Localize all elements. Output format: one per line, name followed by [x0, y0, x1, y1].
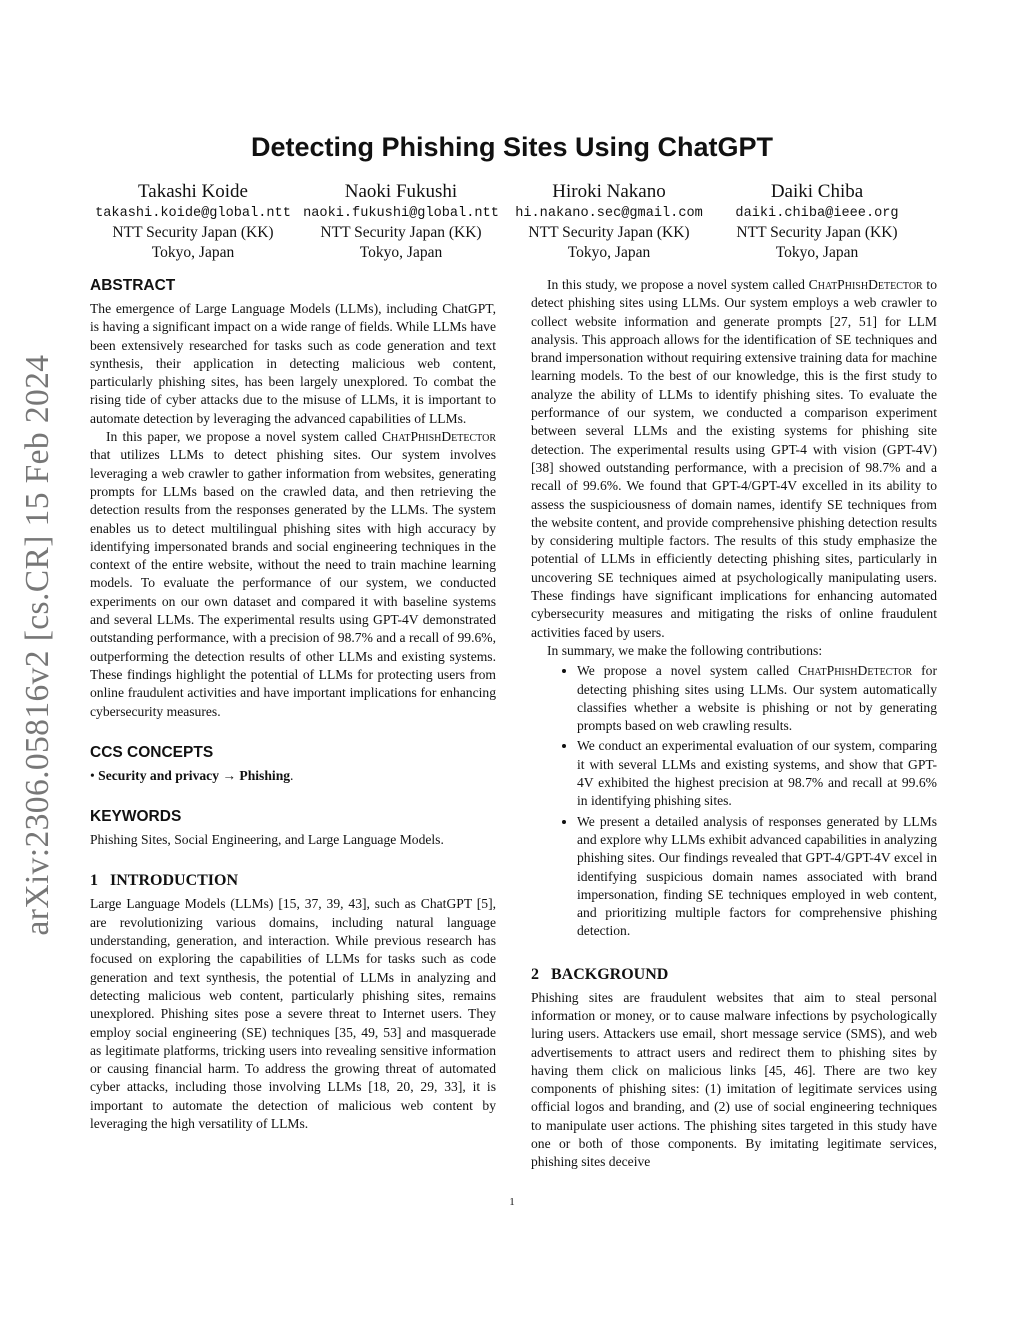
intro-paragraph: In this study, we propose a novel system called ChatPhishDetector to detect phishing sites using LLMs. Our system employs a web crawler to collect website information and generate prompts [27, 51] for LLM analysis. This approach allows for the identification of SE techniques and brand impersonation without requiring extensive training data for machine learning models. To the best of our knowledge, this is the first study to analyze the ability of LLMs to identify phishing sites. To evaluate the performance of our system, we conducted a comparison experiment between several LLMs and the existing systems for phishing site detection. The experimental results using GPT-4 with vision (GPT-4V) [38] showed outstanding performance, with a precision of 98.7% and a recall of 99.6%. We found that GPT-4/GPT-4V excelled in its ability to assess the suspiciousness of domain names, identify SE techniques from the website content, and provide comprehensive phishing detection results by considering multiple factors. The results of this study emphasize the potential of LLMs in efficiently detecting phishing sites, particularly in uncovering SE techniques aimed at psychologically manipulating users. These findings have significant implications for enhancing automated cybersecurity measures and mitigating the risks of online fraudulent activities faced by users.: [531, 277, 938, 640]
author-name: Naoki Fukushi: [344, 181, 458, 202]
system-name: ChatPhishDetector: [381, 429, 496, 445]
author-block: [90, 180, 920, 263]
author-email[interactable]: hi.nakano.sec@gmail.com: [515, 206, 703, 221]
author: [714, 180, 920, 263]
author-email[interactable]: takashi.koide@global.ntt: [95, 206, 291, 221]
list-item: • We propose a novel system called ChatPhishDetector for detecting phishing sites using LLMs. Our system automatically classifies whether a website is phishing or not by generating prompts based on web crawling results.: [577, 662, 937, 735]
author-name: Daiki Chiba: [770, 181, 864, 202]
introduction-heading: 1 INTRODUCTION: [90, 872, 239, 890]
keywords-heading: KEYWORDS: [90, 808, 182, 826]
author-affiliation: NTT Security Japan (KK): [528, 224, 690, 241]
author-location: Tokyo, Japan: [567, 244, 651, 261]
author-affiliation: NTT Security Japan (KK): [320, 224, 482, 241]
background-paragraph: Phishing sites are fraudulent websites that aim to steal personal information or money, or to cause malware infections by psychologically luring users. Attackers use email, short message service (SMS), and web advertisements to attract users and redirect them to phishing sites by having them click on malicious links [45, 46]. There are two key components of phishing sites: (1) imitation of legitimate services using official logos and branding, and (2) use of social engineering techniques to manipulate user actions. The phishing sites targeted in this study have one or both of those components. By imitating legitimate services, phishing sites deceive: [531, 989, 937, 1170]
right-column: [531, 276, 937, 1172]
intro-paragraph: Large Language Models (LLMs) [15, 37, 39, 43], such as ChatGPT [5], are revolutionizing various domains, including natural language understanding, generation, and interaction. While previous research has focused on exploring the capabilities of LLMs for tasks such as code generation and text synthesis, the potential of LLMs in analyzing and detecting malicious web content, particularly phishing sites, remains unexplored. Phishing sites pose a severe threat to Internet users. They employ social engineering (SE) techniques [35, 49, 53] and masquerade as legitimate platforms, tricking users into revealing sensitive information or causing financial harm. To address the growing threat of automated cyber attacks, including those involving LLMs [18, 20, 29, 33], it is important to automate the detection of malicious web content by leveraging the high versatility of LLMs.: [90, 896, 496, 1131]
author-email[interactable]: naoki.fukushi@global.ntt: [303, 206, 499, 221]
author: [298, 180, 504, 263]
arxiv-stamp: [8, 350, 68, 940]
author: [506, 180, 712, 263]
list-item: • We present a detailed analysis of responses generated by LLMs and explore why LLMs exhibit advanced capabilities in analyzing phishing sites. Our findings revealed that GPT-4/GPT-4V excel in identifying suspicious domain names associated with brand impersonation, finding SE techniques employed in web content, and prioritizing multiple factors for comprehensive phishing detection.: [577, 813, 937, 941]
arxiv-stamp-text: arXiv:2306.05816v2 [cs.CR] 15 Feb 2024: [19, 354, 56, 936]
abstract-paragraph: In this paper, we propose a novel system called ChatPhishDetector that utilizes LLMs to detect phishing sites. Our system involves leveraging a web crawler to gather information from websites, generating prompts for LLMs based on the crawled data, and then retrieving the detection results from the responses generated by the LLMs. The system enables us to detect multilingual phishing sites with high accuracy by identifying impersonated brands and social engineering techniques in the context of the entire website, without the need to train machine learning models. To evaluate the performance of our system, we conducted experiments on our own dataset and compared it with baseline systems and several LLMs. The experimental results using GPT-4V demonstrated outstanding performance, with a precision of 98.7% and a recall of 99.6%, outperforming the detection results of other LLMs and existing systems. These findings highlight the potential of LLMs for protecting users from online fraudulent activities and have important implications for enhancing cybersecurity measures.: [90, 429, 496, 719]
system-name: ChatPhishDetector: [798, 663, 913, 679]
ccs-concepts: • Security and privacy → Phishing.: [90, 767, 294, 783]
author-email[interactable]: daiki.chiba@ieee.org: [735, 206, 899, 221]
author-location: Tokyo, Japan: [151, 244, 235, 261]
author: [90, 180, 296, 263]
author-affiliation: NTT Security Japan (KK): [112, 224, 274, 241]
author-location: Tokyo, Japan: [359, 244, 443, 261]
list-item: • We conduct an experimental evaluation of our system, comparing it with several LLMs and existing systems, and show that GPT-4V exhibited the highest precision at 98.7% and recall at 99.6% in identifying phishing sites.: [577, 737, 937, 810]
abstract-heading: ABSTRACT: [90, 277, 176, 294]
contributions-list: [531, 662, 937, 940]
author-name: Hiroki Nakano: [552, 181, 666, 202]
paper-title: Detecting Phishing Sites Using ChatGPT: [250, 132, 774, 162]
left-column: [90, 276, 496, 1133]
keywords-text: Phishing Sites, Social Engineering, and Large Language Models.: [90, 832, 444, 848]
author-location: Tokyo, Japan: [775, 244, 859, 261]
author-name: Takashi Koide: [137, 181, 248, 202]
abstract-paragraph: The emergence of Large Language Models (LLMs), including ChatGPT, is having a significant impact on a wide range of fields. While LLMs have been extensively researched for tasks such as code generation and text synthesis, their application in detecting malicious web content, particularly phishing sites, has been largely unexplored. To combat the rising tide of cyber attacks due to the misuse of LLMs, it is important to automate detection by leveraging the advanced capabilities of LLMs.: [90, 301, 496, 426]
author-affiliation: NTT Security Japan (KK): [736, 224, 898, 241]
system-name: ChatPhishDetector: [808, 277, 923, 292]
page-number: 1: [509, 1196, 515, 1208]
background-heading: 2 BACKGROUND: [531, 965, 669, 983]
intro-paragraph: In summary, we make the following contributions:: [547, 642, 823, 658]
ccs-heading: CCS CONCEPTS: [90, 743, 214, 761]
